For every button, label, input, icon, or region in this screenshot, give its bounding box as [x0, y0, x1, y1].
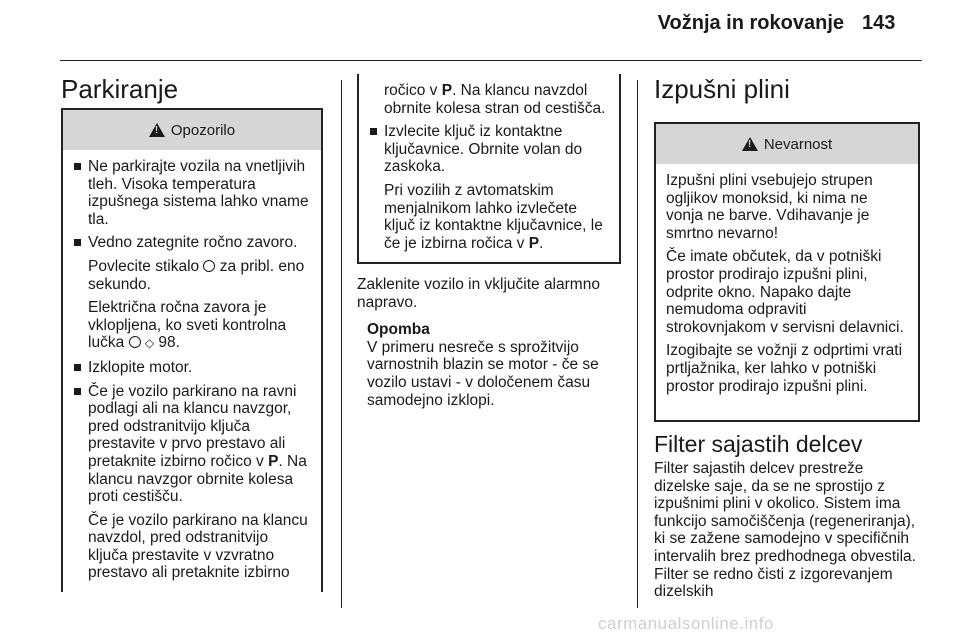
paragraph: Zaklenite vozilo in vključite alarmno napravo.: [357, 276, 600, 311]
column-1: [61, 74, 323, 104]
danger-box-header: [656, 124, 918, 164]
column-2-body: [357, 276, 619, 415]
gear-position: P: [441, 82, 453, 99]
warning-triangle-icon: [149, 123, 165, 137]
paragraph-text: ročico v: [384, 82, 438, 99]
watermark: carmanualsonline.info: [598, 614, 774, 633]
note: [357, 321, 619, 409]
gear-position: P: [268, 452, 279, 470]
warning-box-continued-body: [359, 74, 619, 252]
warning-triangle-icon: [742, 137, 758, 151]
paragraph-text: za pribl. eno sekundo.: [88, 257, 305, 293]
danger-box-title: Nevarnost: [763, 135, 833, 153]
list-item: Izvlecite ključ iz kontaktne ključavnice. Obrnite volan do zaskoka.: [369, 123, 609, 176]
warning-box-header: [63, 110, 321, 150]
column-divider-1: [341, 80, 342, 608]
warning-box-body: [63, 150, 321, 582]
list-item: [73, 383, 311, 506]
paragraph-text: Pri vozilih z avtomatskim menjalnikom lahko izvlečete ključ iz kontaktne ključavnice, le če je izbirna ročica v: [384, 181, 603, 252]
column-3-body: [654, 430, 920, 607]
gear-position: P: [528, 234, 540, 252]
section-heading-filter: Filter sajastih delcev: [654, 431, 863, 457]
danger-box-body: [656, 164, 918, 395]
list-item: Izklopite motor.: [73, 359, 311, 377]
paragraph-text: Električna ročna zavora je vklopljena, ko sveti kontrolna lučka: [88, 299, 287, 352]
list-item: Ne parkirajte vozila na vnetljivih tleh. Visoka temperatura izpušnega sistema lahko vname tla.: [73, 158, 311, 228]
header-rule: [60, 60, 922, 61]
note-text: V primeru nesreče s sprožitvijo varnostnih blazin se motor - če se vozilo ustavi - v določenem času samodejno izklopi.: [367, 338, 599, 409]
page-reference: 98.: [158, 334, 180, 352]
page-number: 143: [862, 12, 896, 34]
section-heading-izpusni-plini: Izpušni plini: [654, 74, 790, 104]
list-item-text: . Na klancu navzgor obrnite kolesa proti cestišču.: [88, 452, 307, 506]
danger-box: [654, 122, 920, 422]
paragraph: [73, 299, 311, 353]
paragraph: Če imate občutek, da v potniški prostor prodirajo izpušni plini, odprite okno. Napako dajte nemudoma odpraviti strokovnjakom v servisni delavnici.: [666, 248, 904, 336]
paragraph: Izpušni plini vsebujejo strupen ogljikov monoksid, ki nima ne vonja ne barve. Vdihavanje je smrtno nevarno!: [666, 172, 873, 242]
running-header-title: Vožnja in rokovanje: [657, 12, 844, 34]
column-3-heading: [654, 74, 920, 104]
paragraph: [369, 82, 609, 117]
warning-box: [61, 108, 323, 592]
list-item: Vedno zategnite ročno zavoro.: [73, 234, 311, 252]
paragraph-text: . Na klancu navzdol obrnite kolesa stran od cestišča.: [384, 82, 606, 117]
list-item-text: Če je vozilo parkirano na ravni podlagi ali na klancu navzgor, pred odstranitvijo ključa prestavite v prvo prestavo ali pretaknite izbirno ročico v: [88, 382, 297, 470]
warning-box-continued: [357, 74, 621, 264]
column-divider-2: [637, 80, 638, 608]
note-label: Opomba: [367, 321, 430, 339]
paragraph: Izogibajte se vožnji z odprtimi vrati prtljažnika, ker lahko v potniški prostor prodirajo izpušni plini.: [666, 342, 903, 395]
warning-box-title: Opozorilo: [170, 121, 236, 139]
paragraph: [369, 182, 609, 252]
parking-brake-switch-icon: [203, 260, 215, 272]
page-reference-arrow-icon: ◇: [144, 336, 155, 351]
paragraph: Filter sajastih delcev prestreže dizelske saje, da se ne sprostijo z izpušnimi plini v okolico. Sistem ima funkcijo samočiščenja (regeneriranja), ki se zažene samodejno v specifičnih intervalih brez predhodnega obvestila. Filter se redno čisti z izgorevanjem dizelskih: [654, 460, 916, 601]
paragraph-text: Povlecite stikalo: [88, 257, 200, 275]
paragraph-text: .: [539, 234, 544, 252]
parking-brake-lamp-icon: [129, 336, 141, 348]
paragraph: [73, 258, 311, 293]
paragraph: Če je vozilo parkirano na klancu navzdol, pred odstranitvijo ključa prestavite v vzvratno prestavo ali pretaknite izbirno: [88, 511, 308, 582]
section-heading-parkiranje: Parkiranje: [61, 74, 179, 104]
